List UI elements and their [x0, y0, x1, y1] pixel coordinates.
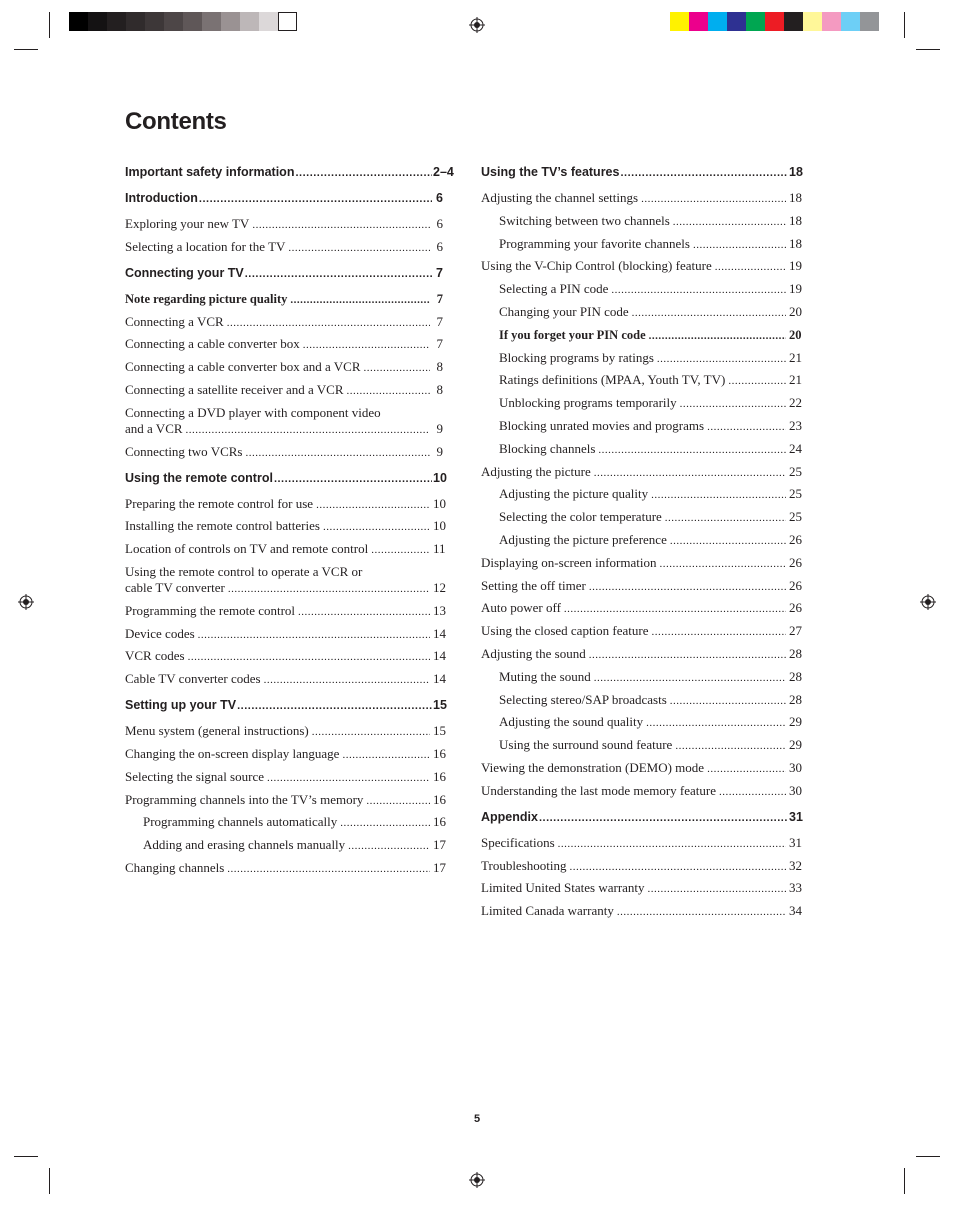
dot-leader	[188, 649, 430, 665]
toc-entry-label: Connecting a cable converter box and a VCR	[125, 359, 361, 375]
toc-page-number: 17	[433, 859, 446, 875]
dot-leader	[719, 784, 786, 800]
dot-leader	[594, 465, 786, 481]
toc-entry-label: Programming the remote control	[125, 602, 296, 618]
toc-entry-menu-system-general-instructions[interactable]	[125, 723, 446, 740]
toc-entry-changing-channels[interactable]	[125, 859, 446, 877]
toc-page-number: 10	[433, 495, 446, 511]
dot-leader	[589, 579, 786, 595]
toc-entry-connecting-two-vcrs[interactable]	[125, 444, 443, 461]
color-swatch	[240, 12, 259, 31]
dot-leader	[693, 237, 786, 253]
page-number: 5	[473, 1113, 481, 1125]
toc-entry-label: Viewing the demonstration (DEMO) mode	[481, 759, 705, 775]
color-swatch	[689, 12, 708, 31]
toc-page-number: 9	[436, 443, 443, 459]
dot-leader	[670, 533, 786, 549]
toc-entry-label: Changing your PIN code	[499, 303, 629, 319]
toc-entry-programming-channels-automatically[interactable]	[125, 814, 446, 831]
page-title: Contents	[125, 108, 227, 135]
toc-entry-label: If you forget your PIN code	[499, 327, 646, 342]
toc-entry-using-the-remote-control-to-operate-a-vcr-or[interactable]	[125, 563, 446, 597]
toc-entry-label: Using the TV’s features	[481, 165, 620, 179]
toc-entry-label: Auto power off	[481, 600, 561, 616]
dot-leader	[342, 747, 430, 763]
toc-entry-setting-the-off-timer[interactable]	[481, 577, 802, 595]
dot-leader	[659, 556, 786, 572]
dot-leader	[199, 191, 432, 207]
toc-entry-label: Blocking programs by ratings	[499, 349, 654, 365]
toc-entry-label: Selecting a location for the TV	[125, 238, 286, 254]
toc-entry-label: Preparing the remote control for use	[125, 495, 314, 511]
toc-entry-label: Using the V-Chip Control (blocking) feature	[481, 258, 712, 274]
toc-page-number: 30	[789, 759, 802, 775]
toc-entry-displaying-on-screen-information[interactable]	[481, 554, 802, 572]
toc-entry-installing-the-remote-control-batteries[interactable]	[125, 518, 446, 535]
toc-page-number: 8	[436, 359, 443, 375]
toc-page-number: 21	[789, 372, 802, 388]
toc-page-number: 34	[789, 903, 802, 919]
toc-entry-label: Programming your favorite channels	[499, 235, 690, 251]
toc-page-number: 18	[789, 190, 802, 205]
toc-page-number: 32	[789, 857, 802, 873]
toc-entry-label: Selecting stereo/SAP broadcasts	[499, 691, 667, 707]
toc-page-number: 17	[433, 837, 446, 853]
toc-entry-auto-power-off[interactable]	[481, 600, 802, 617]
dot-leader	[228, 581, 430, 597]
toc-page-number: 18	[789, 165, 803, 179]
toc-entry-viewing-the-demonstration-demo-mode[interactable]	[481, 759, 802, 777]
toc-entry-label: Limited United States warranty	[481, 880, 645, 896]
toc-entry-label: Understanding the last mode memory feature	[481, 782, 717, 798]
toc-entry-preparing-the-remote-control-for-use[interactable]	[125, 495, 446, 513]
toc-page-number: 8	[436, 381, 443, 397]
dot-leader	[245, 266, 432, 282]
dot-leader	[564, 601, 786, 617]
toc-page-number: 21	[789, 349, 802, 365]
toc-page-number: 26	[789, 554, 802, 570]
toc-entry-selecting-a-location-for-the-tv[interactable]	[125, 239, 443, 256]
toc-entry-programming-channels-into-the-tvs-memory[interactable]	[125, 791, 446, 809]
toc-entry-label: Limited Canada warranty	[481, 903, 614, 919]
toc-entry-label: Changing channels	[125, 859, 225, 875]
toc-entry-muting-the-sound[interactable]	[481, 668, 802, 686]
dot-leader	[646, 715, 786, 731]
toc-page-number: 7	[436, 291, 443, 306]
toc-page-number: 26	[789, 577, 802, 593]
toc-entry-label: Programming channels automatically	[143, 814, 338, 830]
toc-page-number: 31	[789, 834, 802, 850]
dot-leader	[290, 292, 430, 308]
toc-entry-label: Setting up your TV	[125, 698, 237, 713]
toc-entry-using-the-closed-caption-feature[interactable]	[481, 623, 802, 640]
dot-leader	[227, 315, 430, 331]
toc-entry-label: Selecting the signal source	[125, 768, 264, 784]
toc-page-number: 20	[789, 327, 802, 342]
color-swatch	[765, 12, 784, 31]
dot-leader	[347, 383, 430, 399]
toc-page-number: 29	[789, 714, 802, 730]
toc-page-number: 26	[789, 600, 802, 616]
toc-entry-programming-your-favorite-channels[interactable]	[481, 235, 802, 253]
dot-leader	[569, 859, 786, 875]
dot-leader	[186, 422, 430, 438]
dot-leader	[303, 337, 430, 353]
dot-leader	[657, 351, 786, 367]
dot-leader	[198, 627, 430, 643]
color-swatch	[784, 12, 803, 31]
toc-page-number: 6	[436, 191, 443, 205]
dot-leader	[611, 282, 786, 298]
toc-entry-label: Using the surround sound feature	[499, 737, 673, 753]
toc-entry-label: Introduction	[125, 191, 198, 205]
toc-entry-connecting-a-cable-converter-box-and-a-vcr[interactable]	[125, 359, 443, 376]
toc-section-using-the-tvs-features[interactable]	[481, 164, 803, 181]
color-swatch	[841, 12, 860, 31]
toc-page-number: 19	[789, 281, 802, 297]
dot-leader	[670, 693, 786, 709]
toc-entry-specifications[interactable]	[481, 834, 802, 852]
toc-entry-label: Programming channels into the TV’s memory	[125, 791, 364, 807]
toc-page-number: 14	[433, 671, 446, 687]
toc-entry-selecting-the-color-temperature[interactable]	[481, 509, 802, 526]
toc-page-number: 19	[789, 258, 802, 274]
dot-leader	[675, 738, 786, 754]
toc-right-column	[481, 164, 803, 926]
toc-page-number: 22	[789, 395, 802, 411]
toc-page-number: 25	[789, 486, 802, 502]
toc-entry-adjusting-the-sound-quality[interactable]	[481, 714, 802, 731]
toc-entry-label: Adjusting the channel settings	[481, 190, 639, 205]
color-swatch	[708, 12, 727, 31]
toc-entry-location-of-controls-on-tv-and-remote-control[interactable]	[125, 541, 446, 558]
toc-entry-label: and a VCR	[125, 420, 183, 436]
dot-leader	[594, 670, 786, 686]
dot-leader	[673, 214, 786, 230]
toc-page-number: 16	[433, 745, 446, 761]
toc-entry-label: Connecting a cable converter box	[125, 336, 300, 352]
toc-entry-label: Adding and erasing channels manually	[143, 837, 346, 853]
toc-entry-label: Connecting two VCRs	[125, 443, 243, 459]
toc-page-number: 26	[789, 531, 802, 547]
toc-entry-programming-the-remote-control[interactable]	[125, 602, 446, 620]
toc-page-number: 16	[433, 768, 446, 784]
toc-entry-label: Using the closed caption feature	[481, 623, 649, 639]
toc-entry-label: Connecting a satellite receiver and a VCR	[125, 381, 344, 397]
color-swatch	[145, 12, 164, 31]
toc-entry-blocking-programs-by-ratings[interactable]	[481, 349, 802, 367]
toc-page-number: 18	[789, 235, 802, 251]
toc-entry-using-the-surround-sound-feature[interactable]	[481, 737, 802, 754]
toc-entry-adding-and-erasing-channels-manually[interactable]	[125, 837, 446, 854]
toc-entry-if-you-forget-your-pin-code[interactable]	[481, 327, 802, 344]
toc-page-number: 20	[789, 303, 802, 319]
dot-leader	[539, 810, 788, 826]
toc-page-number: 2–4	[433, 165, 454, 179]
toc-page-number: 12	[433, 579, 446, 595]
color-swatch	[259, 12, 278, 31]
toc-page-number: 25	[789, 509, 802, 525]
toc-page-number: 31	[789, 809, 803, 824]
toc-entry-changing-the-on-screen-display-language[interactable]	[125, 745, 446, 763]
toc-entry-label: Selecting the color temperature	[499, 509, 662, 525]
toc-page-number: 7	[436, 336, 443, 352]
dot-leader	[267, 770, 430, 786]
toc-page-number: 28	[789, 668, 802, 684]
toc-page-number: 13	[433, 602, 446, 618]
toc-page-number: 16	[433, 814, 446, 830]
color-swatch	[727, 12, 746, 31]
toc-entry-label: Adjusting the picture	[481, 463, 591, 479]
toc-page-number: 15	[433, 723, 446, 739]
registration-mark-icon	[920, 594, 936, 610]
toc-section-appendix[interactable]	[481, 809, 803, 826]
toc-entry-connecting-a-cable-converter-box[interactable]	[125, 336, 443, 353]
color-swatch-bar	[670, 12, 879, 31]
color-swatch	[183, 12, 202, 31]
toc-entry-limited-canada-warranty[interactable]	[481, 903, 802, 920]
color-swatch	[221, 12, 240, 31]
toc-entry-device-codes[interactable]	[125, 625, 446, 643]
toc-entry-label: Changing the on-screen display language	[125, 745, 340, 761]
toc-entry-label: Cable TV converter codes	[125, 671, 261, 687]
toc-entry-label: Location of controls on TV and remote control	[125, 541, 369, 557]
dot-leader	[648, 881, 786, 897]
dot-leader	[589, 647, 786, 663]
toc-page-number: 28	[789, 691, 802, 707]
toc-entry-label: Connecting your TV	[125, 265, 244, 280]
toc-section-using-the-remote-control[interactable]	[125, 470, 447, 487]
dot-leader	[651, 487, 786, 503]
toc-page-number: 27	[789, 623, 802, 639]
dot-leader	[707, 419, 786, 435]
toc-entry-label: Muting the sound	[499, 668, 591, 684]
toc-page-number: 15	[433, 698, 447, 713]
color-swatch	[88, 12, 107, 31]
toc-entry-ratings-definitions-mpaa-youth-tv-tv[interactable]	[481, 372, 802, 389]
toc-page-number: 7	[436, 313, 443, 329]
toc-entry-label: Specifications	[481, 834, 555, 850]
toc-page-number: 23	[789, 417, 802, 433]
toc-entry-label-continued	[125, 579, 446, 597]
dot-leader	[728, 373, 786, 389]
color-swatch	[126, 12, 145, 31]
toc-entry-connecting-a-vcr[interactable]	[125, 314, 443, 331]
toc-entry-adjusting-the-picture-preference[interactable]	[481, 531, 802, 549]
toc-section-setting-up-your-tv[interactable]	[125, 697, 447, 714]
dot-leader	[364, 360, 431, 376]
toc-entry-selecting-stereo-sap-broadcasts[interactable]	[481, 691, 802, 709]
toc-left-column	[125, 164, 454, 883]
toc-entry-label: Menu system (general instructions)	[125, 723, 309, 739]
color-swatch	[202, 12, 221, 31]
toc-entry-label: Connecting a DVD player with component video	[125, 404, 381, 420]
toc-entry-limited-united-states-warranty[interactable]	[481, 880, 802, 897]
toc-entry-cable-tv-converter-codes[interactable]	[125, 671, 446, 688]
toc-entry-selecting-the-signal-source[interactable]	[125, 768, 446, 786]
gray-swatch-bar	[69, 12, 297, 31]
toc-entry-label: Adjusting the sound	[481, 645, 586, 661]
toc-entry-label: cable TV converter	[125, 579, 225, 595]
toc-page-number: 10	[433, 470, 447, 485]
registration-mark-icon	[18, 594, 34, 610]
color-swatch	[278, 12, 297, 31]
toc-entry-label: Unblocking programs temporarily	[499, 395, 677, 411]
toc-page-number: 25	[789, 463, 802, 479]
toc-page-number: 33	[789, 880, 802, 896]
toc-section-connecting-your-tv[interactable]	[125, 265, 443, 282]
toc-entry-selecting-a-pin-code[interactable]	[481, 281, 802, 298]
toc-page-number: 6	[436, 238, 443, 254]
toc-entry-understanding-the-last-mode-memory-feature[interactable]	[481, 782, 802, 800]
toc-entry-label: Note regarding picture quality	[125, 291, 288, 306]
dot-leader	[641, 191, 786, 207]
toc-entry-label: Blocking channels	[499, 440, 596, 456]
color-swatch	[803, 12, 822, 31]
toc-page-number: 6	[436, 216, 443, 231]
toc-page-number: 10	[433, 518, 446, 534]
color-swatch	[822, 12, 841, 31]
toc-page-number: 14	[433, 648, 446, 664]
dot-leader	[237, 698, 432, 714]
dot-leader	[227, 861, 430, 877]
toc-entry-label: Using the remote control to operate a VCR or	[125, 563, 363, 579]
toc-page-number: 24	[789, 440, 802, 456]
toc-entry-label: Displaying on-screen information	[481, 554, 657, 570]
color-swatch	[69, 12, 88, 31]
dot-leader	[680, 396, 786, 412]
toc-entry-adjusting-the-picture[interactable]	[481, 463, 802, 481]
toc-page-number: 14	[433, 625, 446, 641]
dot-leader	[298, 604, 430, 620]
dot-leader	[246, 445, 431, 461]
color-swatch	[670, 12, 689, 31]
toc-entry-adjusting-the-picture-quality[interactable]	[481, 486, 802, 503]
dot-leader	[252, 217, 430, 233]
toc-entry-label: Installing the remote control batteries	[125, 518, 320, 534]
toc-entry-label: Adjusting the picture preference	[499, 531, 667, 547]
toc-entry-label: Important safety information	[125, 165, 295, 179]
dot-leader	[348, 838, 430, 854]
dot-leader	[707, 761, 786, 777]
registration-mark-icon	[469, 1172, 485, 1188]
toc-entry-label: Adjusting the sound quality	[499, 714, 644, 730]
dot-leader	[316, 497, 430, 513]
color-swatch	[860, 12, 879, 31]
registration-mark-icon	[469, 17, 485, 33]
dot-leader	[340, 815, 430, 831]
dot-leader	[620, 165, 788, 181]
toc-entry-adjusting-the-channel-settings[interactable]	[481, 190, 802, 207]
toc-entry-label: Setting the off timer	[481, 577, 586, 593]
toc-page-number: 30	[789, 782, 802, 798]
toc-entry-troubleshooting[interactable]	[481, 857, 802, 875]
dot-leader	[617, 904, 786, 920]
toc-entry-exploring-your-new-tv[interactable]	[125, 216, 443, 233]
dot-leader	[288, 240, 430, 256]
toc-entry-label: Connecting a VCR	[125, 313, 224, 329]
dot-leader	[274, 471, 432, 487]
toc-section-introduction[interactable]	[125, 190, 443, 207]
dot-leader	[371, 542, 430, 558]
dot-leader	[632, 305, 786, 321]
dot-leader	[366, 793, 430, 809]
toc-entry-connecting-a-satellite-receiver-and-a-vcr[interactable]	[125, 382, 443, 399]
toc-entry-unblocking-programs-temporarily[interactable]	[481, 395, 802, 412]
toc-entry-label: VCR codes	[125, 648, 185, 664]
toc-entry-note-regarding-picture-quality[interactable]	[125, 291, 443, 308]
dot-leader	[598, 442, 786, 458]
toc-page-number: 28	[789, 645, 802, 661]
toc-entry-label: Device codes	[125, 625, 195, 641]
toc-entry-blocking-unrated-movies-and-programs[interactable]	[481, 417, 802, 435]
dot-leader	[558, 836, 786, 852]
color-swatch	[107, 12, 126, 31]
color-swatch	[164, 12, 183, 31]
toc-entry-connecting-a-dvd-player-with-component-video[interactable]	[125, 405, 443, 438]
toc-entry-label: Adjusting the picture quality	[499, 486, 649, 502]
dot-leader	[264, 672, 430, 688]
dot-leader	[323, 519, 430, 535]
toc-entry-label: Blocking unrated movies and programs	[499, 417, 705, 433]
toc-entry-label: Appendix	[481, 809, 538, 824]
dot-leader	[312, 724, 430, 740]
color-swatch	[746, 12, 765, 31]
toc-page-number: 7	[436, 265, 443, 280]
dot-leader	[649, 328, 786, 344]
toc-section-important-safety-information[interactable]	[125, 164, 454, 181]
toc-entry-changing-your-pin-code[interactable]	[481, 303, 802, 321]
toc-entry-label: Exploring your new TV	[125, 216, 250, 231]
toc-entry-label: Troubleshooting	[481, 857, 567, 873]
toc-entry-label: Selecting a PIN code	[499, 281, 609, 297]
dot-leader	[295, 165, 432, 181]
toc-entry-label: Ratings definitions (MPAA, Youth TV, TV)	[499, 372, 726, 388]
dot-leader	[652, 624, 787, 640]
toc-entry-label: Switching between two channels	[499, 212, 670, 228]
toc-entry-vcr-codes[interactable]	[125, 648, 446, 665]
toc-entry-label-continued	[125, 421, 443, 438]
toc-page-number: 11	[433, 541, 446, 557]
toc-entry-using-the-v-chip-control-blocking-feature[interactable]	[481, 258, 802, 275]
toc-page-number: 29	[789, 737, 802, 753]
toc-page-number: 9	[436, 420, 443, 436]
dot-leader	[715, 259, 786, 275]
toc-entry-adjusting-the-sound[interactable]	[481, 645, 802, 663]
toc-entry-label: Using the remote control	[125, 470, 273, 485]
toc-page-number: 18	[789, 212, 802, 228]
dot-leader	[665, 510, 786, 526]
toc-entry-switching-between-two-channels[interactable]	[481, 212, 802, 230]
toc-page-number: 16	[433, 791, 446, 807]
toc-entry-blocking-channels[interactable]	[481, 440, 802, 458]
